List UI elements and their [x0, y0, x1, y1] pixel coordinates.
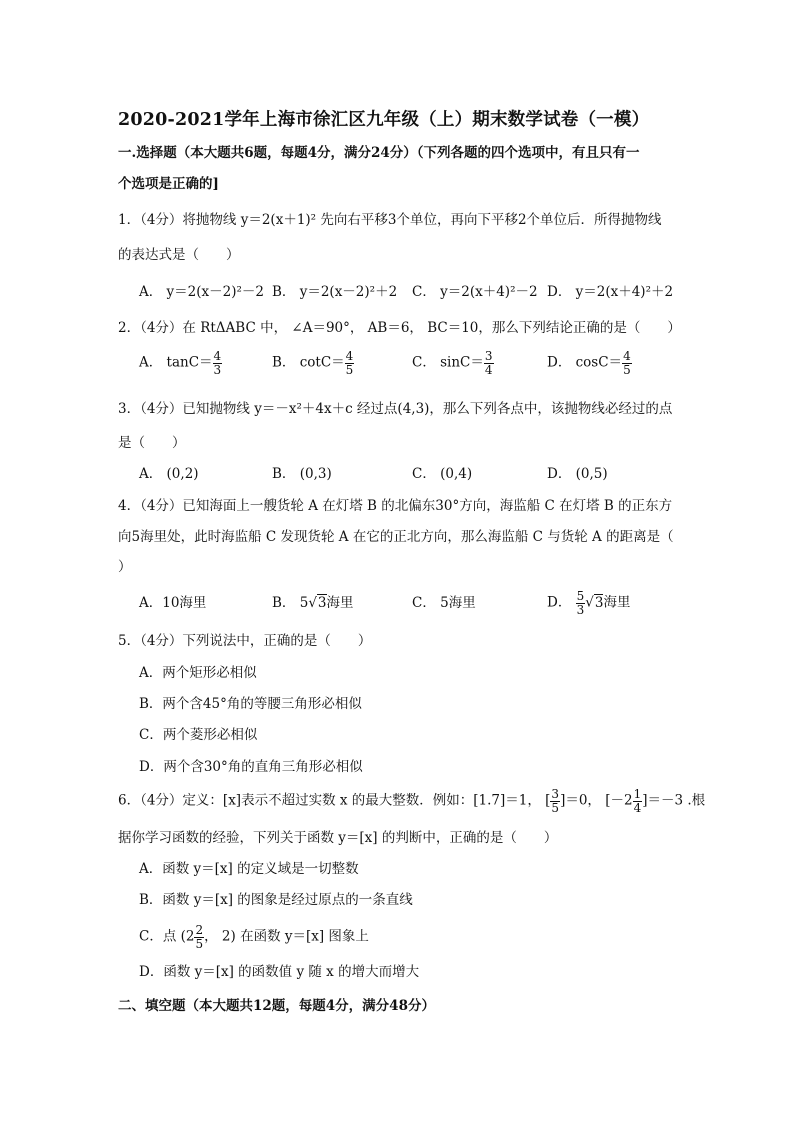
fraction-numerator: 5: [576, 589, 585, 603]
q2-option-d-label: D． cosC＝: [547, 354, 623, 371]
q1-option-b: B． y＝2(x－2)²＋2: [272, 284, 398, 300]
q4-stem-line2: 向5海里处，此时海监船 C 发现货轮 A 在它的正北方向，那么海监船 C 与货轮 A 的距离是（: [118, 529, 674, 545]
q4-stem-line1: 4．（4分）已知海面上一艘货轮 A 在灯塔 B 的北偏东30°方向，海监船 C 在灯塔 B 的正东方: [118, 498, 673, 514]
q4-stem-line3: ）: [118, 559, 132, 575]
q1-option-d: D． y＝2(x＋4)²＋2: [547, 284, 674, 300]
q4-option-b-label: B． 5: [272, 595, 309, 611]
q2-option-a: [139, 350, 222, 376]
q6-stem-line1: [118, 788, 705, 814]
q4-option-b-unit: 海里: [326, 595, 354, 611]
q2-option-b: [272, 350, 354, 376]
fraction-denominator: 4: [484, 362, 493, 377]
q1-stem-line1: 1．（4分）将抛物线 y＝2(x＋1)² 先向右平移3个单位，再向下平移2个单位后．所得抛物线: [118, 212, 662, 228]
q2-option-c: [412, 350, 494, 376]
q6-fraction-3-5: [550, 788, 560, 814]
q2-option-d: [547, 350, 632, 376]
fraction-denominator: 5: [623, 362, 631, 377]
sqrt-sign: √: [308, 595, 317, 611]
q2-option-c-label: C． sinC＝: [412, 354, 484, 371]
q3-option-c: C． (0,4): [412, 466, 473, 482]
exam-title: 2020-2021学年上海市徐汇区九年级（上）期末数学试卷（一模）: [118, 110, 650, 130]
fraction-denominator: 5: [345, 362, 354, 377]
q6-option-c-part-b: ， 2) 在函数 y＝[x] 图象上: [204, 928, 369, 945]
q6-stem-line2: 据你学习函数的经验，下列关于函数 y＝[x] 的判断中，正确的是（ ）: [118, 830, 558, 846]
q3-option-a: A． (0,2): [139, 466, 199, 482]
section2-header: 二、填空题（本大题共12题，每题4分，满分48分）: [118, 998, 435, 1014]
fraction-denominator: 5: [195, 936, 204, 951]
q6-option-c-fraction: [194, 924, 204, 950]
q5-stem-line1: 5．（4分）下列说法中，正确的是（ ）: [118, 633, 372, 649]
q2-option-d-fraction: [622, 350, 632, 376]
q6-option-a: A．函数 y＝[x] 的定义域是一切整数: [139, 861, 359, 877]
q6-stem-part-c: ]＝－3 .根: [642, 792, 706, 809]
q2-option-b-label: B． cotC＝: [272, 354, 345, 371]
q2-option-a-label: A． tanC＝: [139, 354, 213, 371]
fraction-numerator: 3: [484, 349, 493, 363]
q5-option-d: D．两个含30°角的直角三角形必相似: [139, 759, 363, 775]
q1-option-a: A． y＝2(x－2)²－2: [139, 284, 264, 300]
q4-option-d-label: D．: [547, 594, 572, 611]
q6-fraction-1-4: [633, 788, 643, 814]
fraction-numerator: 4: [213, 349, 222, 363]
fraction-numerator: 3: [551, 787, 560, 801]
q3-stem-line1: 3．（4分）已知抛物线 y＝－x²＋4x＋c 经过点(4,3)，那么下列各点中，该抛物线必经过的点: [118, 401, 673, 417]
fraction-numerator: 4: [623, 349, 631, 363]
q4-option-d-fraction: [576, 590, 586, 616]
q6-option-b: B．函数 y＝[x] 的图象是经过原点的一条直线: [139, 892, 413, 908]
q4-option-d-radicand: 3: [594, 594, 604, 611]
q6-option-c: [139, 924, 369, 950]
sqrt-sign: √: [585, 594, 594, 611]
fraction-denominator: 3: [576, 602, 585, 617]
fraction-denominator: 5: [551, 800, 560, 815]
fraction-numerator: 1: [633, 787, 642, 801]
fraction-numerator: 4: [345, 349, 354, 363]
q4-option-b: [272, 597, 354, 611]
fraction-numerator: 2: [195, 923, 204, 937]
q4-option-d: [547, 590, 630, 616]
fraction-denominator: 4: [633, 800, 642, 815]
q4-option-d-unit: 海里: [603, 594, 631, 611]
q6-stem-part-a: 6．（4分）定义：[x]表示不超过实数 x 的最大整数．例如：[1.7]＝1， [: [118, 792, 551, 809]
q4-option-c: C． 5海里: [412, 595, 476, 611]
q5-option-a: A．两个矩形必相似: [139, 665, 257, 681]
q1-option-c: C． y＝2(x＋4)²－2: [412, 284, 538, 300]
q3-option-d: D． (0,5): [547, 466, 608, 482]
q6-option-d: D．函数 y＝[x] 的函数值 y 随 x 的增大而增大: [139, 964, 420, 980]
section1-header-line1: 一.选择题（本大题共6题，每题4分，满分24分）（下列各题的四个选项中，有且只有一: [118, 145, 640, 161]
q2-stem-line1: 2．（4分）在 RtΔABC 中， ∠A＝90°， AB＝6， BC＝10，那么下列结论正确的是（ ）: [118, 320, 681, 336]
q3-stem-line2: 是（ ）: [118, 435, 186, 451]
q6-stem-part-b: ]＝0， [－2: [560, 792, 633, 809]
section1-header-line2: 个选项是正确的]: [118, 176, 219, 192]
q6-option-c-part-a: C．点 (2: [139, 928, 195, 945]
q3-option-b: B． (0,3): [272, 466, 332, 482]
q5-option-c: C．两个菱形必相似: [139, 727, 258, 743]
q2-option-a-fraction: [213, 350, 223, 376]
q5-option-b: B．两个含45°角的等腰三角形必相似: [139, 696, 362, 712]
q4-option-b-radicand: 3: [317, 595, 327, 611]
q2-option-c-fraction: [484, 350, 494, 376]
q1-stem-line2: 的表达式是（ ）: [118, 247, 240, 263]
q2-option-b-fraction: [345, 350, 355, 376]
q4-option-a: A．10海里: [139, 595, 207, 611]
fraction-denominator: 3: [213, 362, 222, 377]
